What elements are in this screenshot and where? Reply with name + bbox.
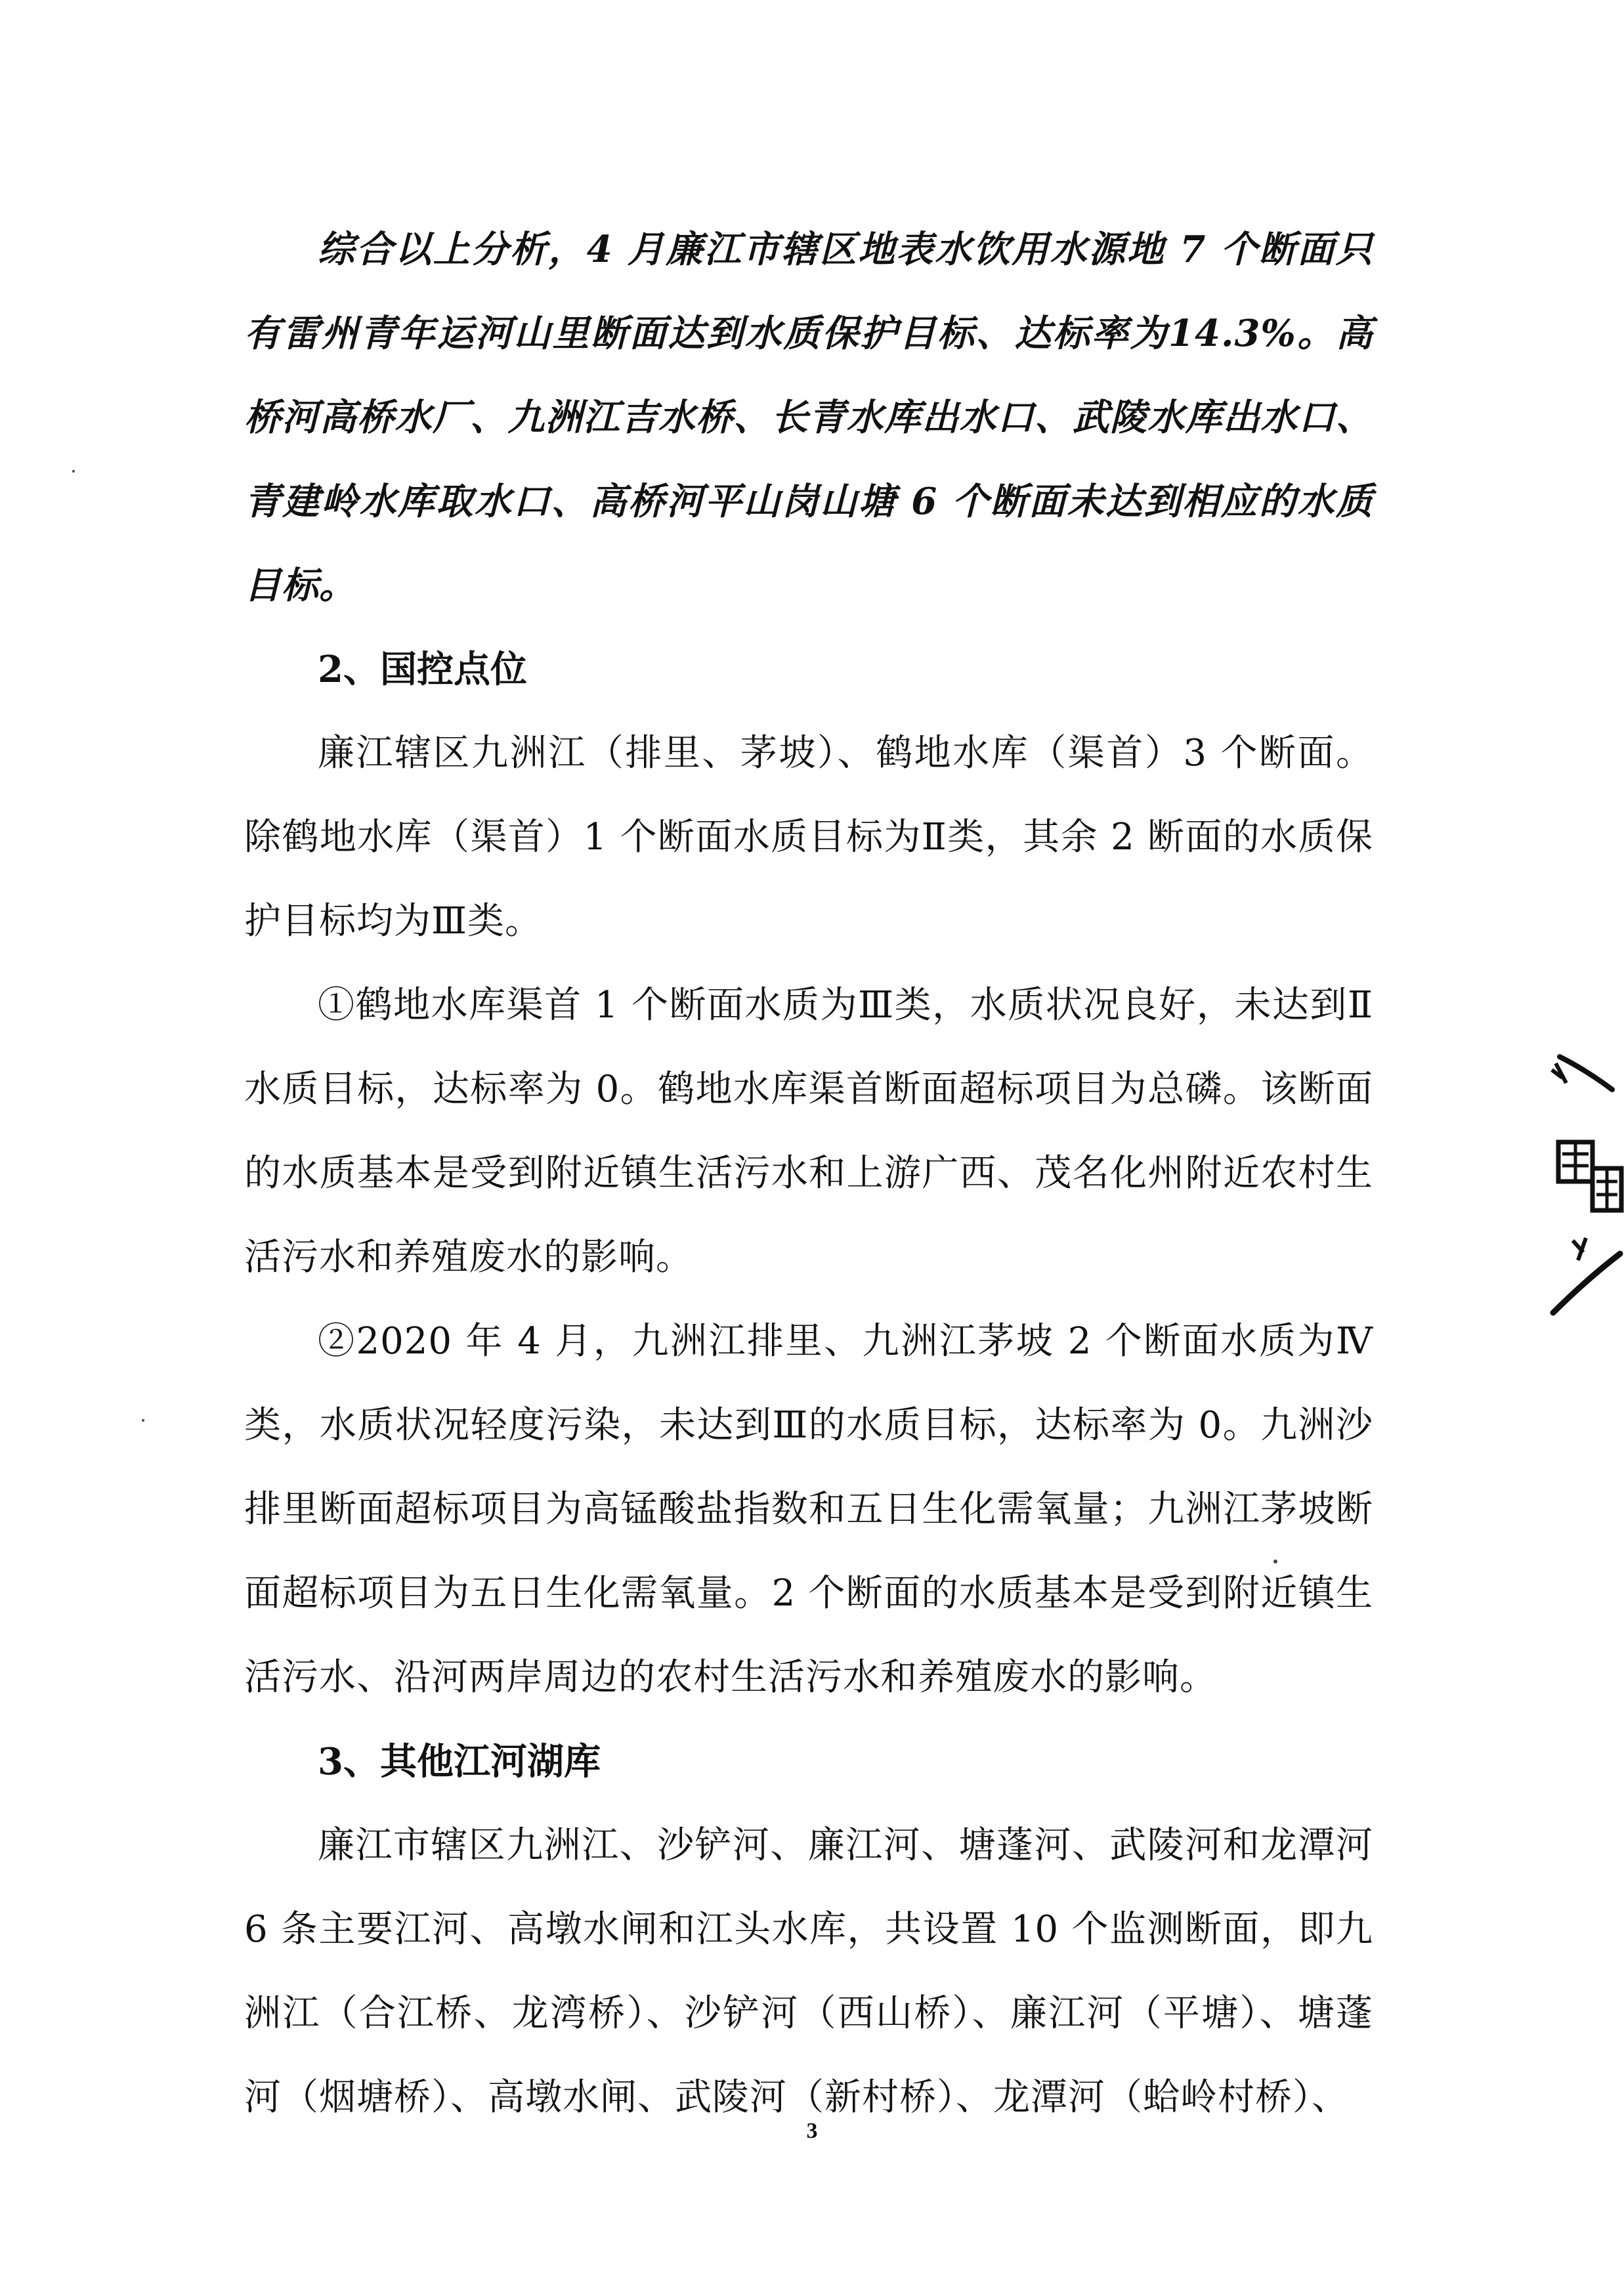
scan-speck [1273, 1560, 1277, 1563]
summary-paragraph: 综合以上分析，4 月廉江市辖区地表水饮用水源地 7 个断面只有雷州青年运河山里断面达到水质保护目标、达标率为14.3%。高桥河高桥水厂、九洲江吉水桥、长青水库出水口、武陵水库出水口、青建岭水库取水口、高桥河平山岗山塘 6 个断面未达到相应的水质目标。 [244, 228, 1373, 607]
section-heading-national-sites: 2、国控点位 [318, 648, 527, 691]
jiuzhou-river-paragraph: ②2020 年 4 月，九洲江排里、九洲江茅坡 2 个断面水质为Ⅳ类，水质状况轻度污染，未达到Ⅲ的水质目标，达标率为 0。九洲沙排里断面超标项目为高锰酸盐指数和五日生化需氧量；九洲江茅坡断面超标项目为五日生化需氧量。2 个断面的水质基本是受到附近镇生活污水、沿河两岸周边的农村生活污水和养殖废水的影响。 [244, 1320, 1373, 1699]
other-rivers-paragraph: 廉江市辖区九洲江、沙铲河、廉江河、塘蓬河、武陵河和龙潭河 6 条主要江河、高墩水闸和江头水库，共设置 10 个监测断面，即九洲江（合江桥、龙湾桥）、沙铲河（西山桥）、廉江河（平塘）、塘蓬河（烟塘桥）、高墩水闸、武陵河（新村桥）、龙潭河（蛤岭村桥）、 [244, 1824, 1373, 2119]
section-heading-other-rivers: 3、其他江河湖库 [318, 1740, 601, 1783]
page-number: 3 [806, 2119, 818, 2143]
seal-stamp-icon [1547, 1044, 1624, 1326]
scan-speck [72, 470, 75, 473]
hedi-reservoir-paragraph: ①鹤地水库渠首 1 个断面水质为Ⅲ类，水质状况良好，未达到Ⅱ水质目标，达标率为 0。鹤地水库渠首断面超标项目为总磷。该断面的水质基本是受到附近镇生活污水和上游广西、茂名化州附近农村生活污水和养殖废水的影响。 [244, 984, 1373, 1279]
scan-speck [142, 1419, 144, 1422]
document-body [244, 207, 1373, 2140]
national-sites-intro-paragraph: 廉江辖区九洲江（排里、茅坡）、鹤地水库（渠首）3 个断面。除鹤地水库（渠首）1 个断面水质目标为Ⅱ类，其余 2 断面的水质保护目标均为Ⅲ类。 [244, 732, 1373, 943]
